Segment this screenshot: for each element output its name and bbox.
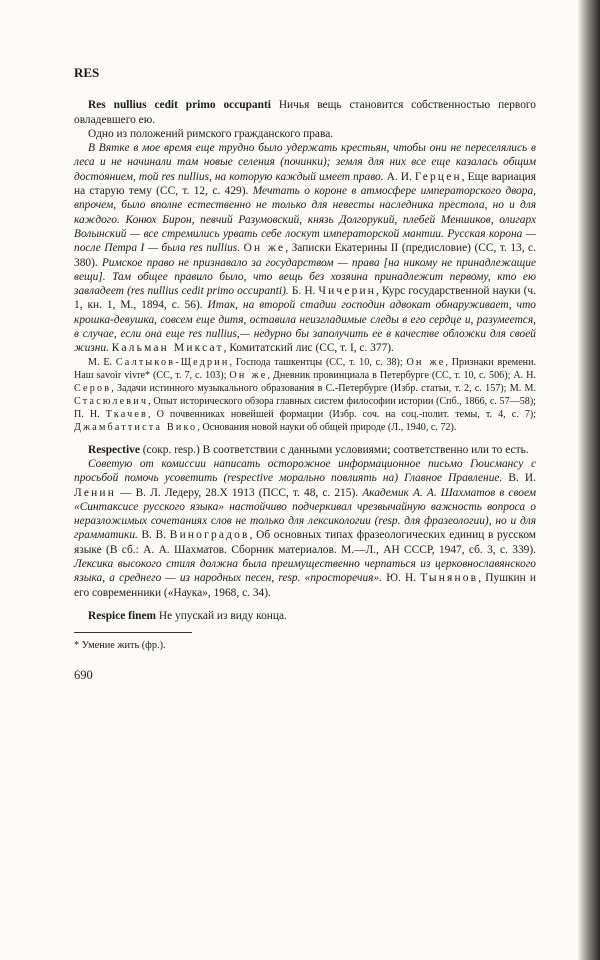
- author-name: Серов: [74, 382, 112, 394]
- quote-text: Итак, на второй стадии господин адвокат обнаруживает, что крошка-девушка, совсем еще дитя, оставила неизгладимые следы в его сердце и, разумеется, в случае, если она еще res nullius,— недурно бы заполучить ее в качестве обложки для своей жизни.: [74, 299, 536, 355]
- citation-text: В. И.: [502, 472, 536, 485]
- citation-text: , О почвенниках новейшей формации (Избр. соч. на соц.-полит. темы, т. 4, с. 7);: [148, 408, 536, 420]
- quote-text: Советую от комиссии написать осторожное информационное письмо Гюисмансу с просьбой помочь усоветить (respective морально повлиять на) Главное Правление.: [74, 457, 536, 485]
- entry-references: [74, 356, 536, 434]
- quote-text: Академик А. А. Шахматов в своем «Синтаксисе русского языка» настойчиво подчеркивал чрезвычайную важность вопроса о неразложимых сочетаниях слов не только для лексикологии (resp. для фразеологии), но и для грамматики.: [74, 486, 536, 542]
- entry-respice-finem: [74, 609, 536, 623]
- citation-text: , Задачи истинного музыкального образования в С.-Петербурге (Избр. статьи, т. 2, с. 157); М. М.: [111, 382, 536, 394]
- entry-definition: [74, 609, 536, 623]
- author-name: Чичерин: [318, 285, 377, 298]
- author-name: Стасюлевич: [74, 395, 149, 407]
- entry-note: Одно из положений римского гражданского права.: [88, 127, 334, 140]
- entry-lemma: Respective: [88, 443, 140, 456]
- author-name: Тынянов: [420, 572, 479, 585]
- quote-text: В Вятке в мое время еще трудно было удержать крестьян, чтобы они не переселялись в леса и не начинали там новые селения (починки); земля для них все еще казалась общим достоянием, той res nullius, на которую каждый имеет право.: [74, 142, 536, 183]
- entry-quotes: [74, 457, 536, 600]
- author-name: Виноградов: [169, 529, 250, 542]
- author-name: Он же: [243, 242, 286, 255]
- author-name: Кальман Миксат: [111, 342, 224, 355]
- citation-text: , Пушкин и его современники («Наука», 1968, с. 34).: [74, 572, 536, 599]
- citation-text: , Об основных типах фразеологических единиц в русском языке (В сб.: А. А. Шахматов. Сборник материалов. М.—Л., АН СССР, 1947, сб. 3, с. 339).: [74, 529, 537, 556]
- citation-text: А. И.: [383, 170, 415, 183]
- citation-text: , Комитатский лис (СС, т. I, с. 377).: [223, 342, 394, 355]
- footnote-rule: [74, 632, 192, 633]
- citation-text: , Признаки времени. Наш savoir vivre* (СС, т. 7, с. 103);: [74, 356, 537, 381]
- citation-text: , Курс государственной науки (ч. 1, кн. 1, М., 1894, с. 56).: [74, 285, 536, 312]
- citation-text: М. Е.: [88, 356, 116, 368]
- footnote: * Умение жить (фр.).: [74, 640, 166, 652]
- citation-text: — В. Л. Ледеру, 28.X 1913 (ПСС, т. 48, с. 215).: [116, 486, 363, 499]
- author-name: Он же: [229, 369, 268, 381]
- author-name: Ткачев: [105, 408, 148, 420]
- citation-text: , Господа ташкентцы (СС, т. 10, с. 38);: [229, 356, 407, 368]
- author-name: Он же: [406, 356, 446, 368]
- quote-text: Лексика высокого стиля должна была преимущественно черпаться из церковнославянского языка, а среднего — из народных песен, resp. «просторечия».: [74, 558, 536, 585]
- citation-text: Б. Н.: [288, 285, 319, 298]
- entry-quotes: [74, 141, 536, 355]
- author-name: Ленин: [74, 486, 116, 499]
- citation-text: , Еще вариация на старую тему (СС, т. 12, с. 429).: [74, 170, 536, 198]
- running-head: RES: [74, 65, 100, 80]
- book-spine-shadow: [578, 0, 600, 960]
- quote-text: Мечтать о короне в атмосфере императорского двора, впрочем, было вполне естественно не только для невесты наследника престола, но и для каждого. Конюх Бирон, певчий Разумовский, князь Долгорукий, плебей Меншиков, олигарх Волынский — все стремились урвать себе лоскут императорской мантии. Русская корона — после Петра I — была res nullius.: [74, 185, 536, 255]
- citation-text: Ю. Н.: [382, 572, 421, 585]
- author-name: Салтыков-Щедрин: [115, 356, 230, 368]
- author-name: Джамбаттиста Вико: [74, 421, 198, 433]
- citation-text: , Дневник провинциала в Петербурге (СС, т. 10, с. 506); А. Н.: [267, 369, 536, 381]
- entry-gloss: Не упускай из виду конца.: [156, 609, 287, 622]
- citation-text: В. В.: [137, 529, 170, 542]
- entry-definition: [74, 443, 536, 457]
- citation-text: , Записки Екатерины II (предисловие) (СС, т. 13, с. 380).: [74, 242, 536, 269]
- entry-definition: [74, 98, 536, 127]
- page-number: 690: [74, 667, 93, 682]
- entry-res-nullius: [74, 98, 536, 433]
- entry-gloss: (сокр. resp.) В соответствии с данными условиями; соответственно или то есть.: [139, 443, 529, 456]
- citation-text: , Основания новой науки об общей природе (Л., 1940, с. 72).: [197, 421, 457, 433]
- entry-gloss: Ничья вещь становится собственностью первого овладевшего ею.: [74, 99, 536, 126]
- quote-text: Римское право не признавало за государством — права [на никому не принадлежащие вещи]. Там общее правило было, что вещь без хозяина принадлежит первому, кто ею завладеет (res nullius cedit primo occupanti).: [74, 256, 536, 298]
- citation-text: , Опыт исторического обзора главных систем философии истории (Спб., 1866, с. 57—58); П. Н.: [74, 395, 536, 420]
- page-content: [74, 66, 536, 682]
- author-name: Герцен: [414, 170, 462, 183]
- entry-lemma: Res nullius cedit primo occupanti: [88, 99, 271, 112]
- entry-lemma: Respice finem: [88, 609, 157, 622]
- entry-respective: [74, 443, 536, 600]
